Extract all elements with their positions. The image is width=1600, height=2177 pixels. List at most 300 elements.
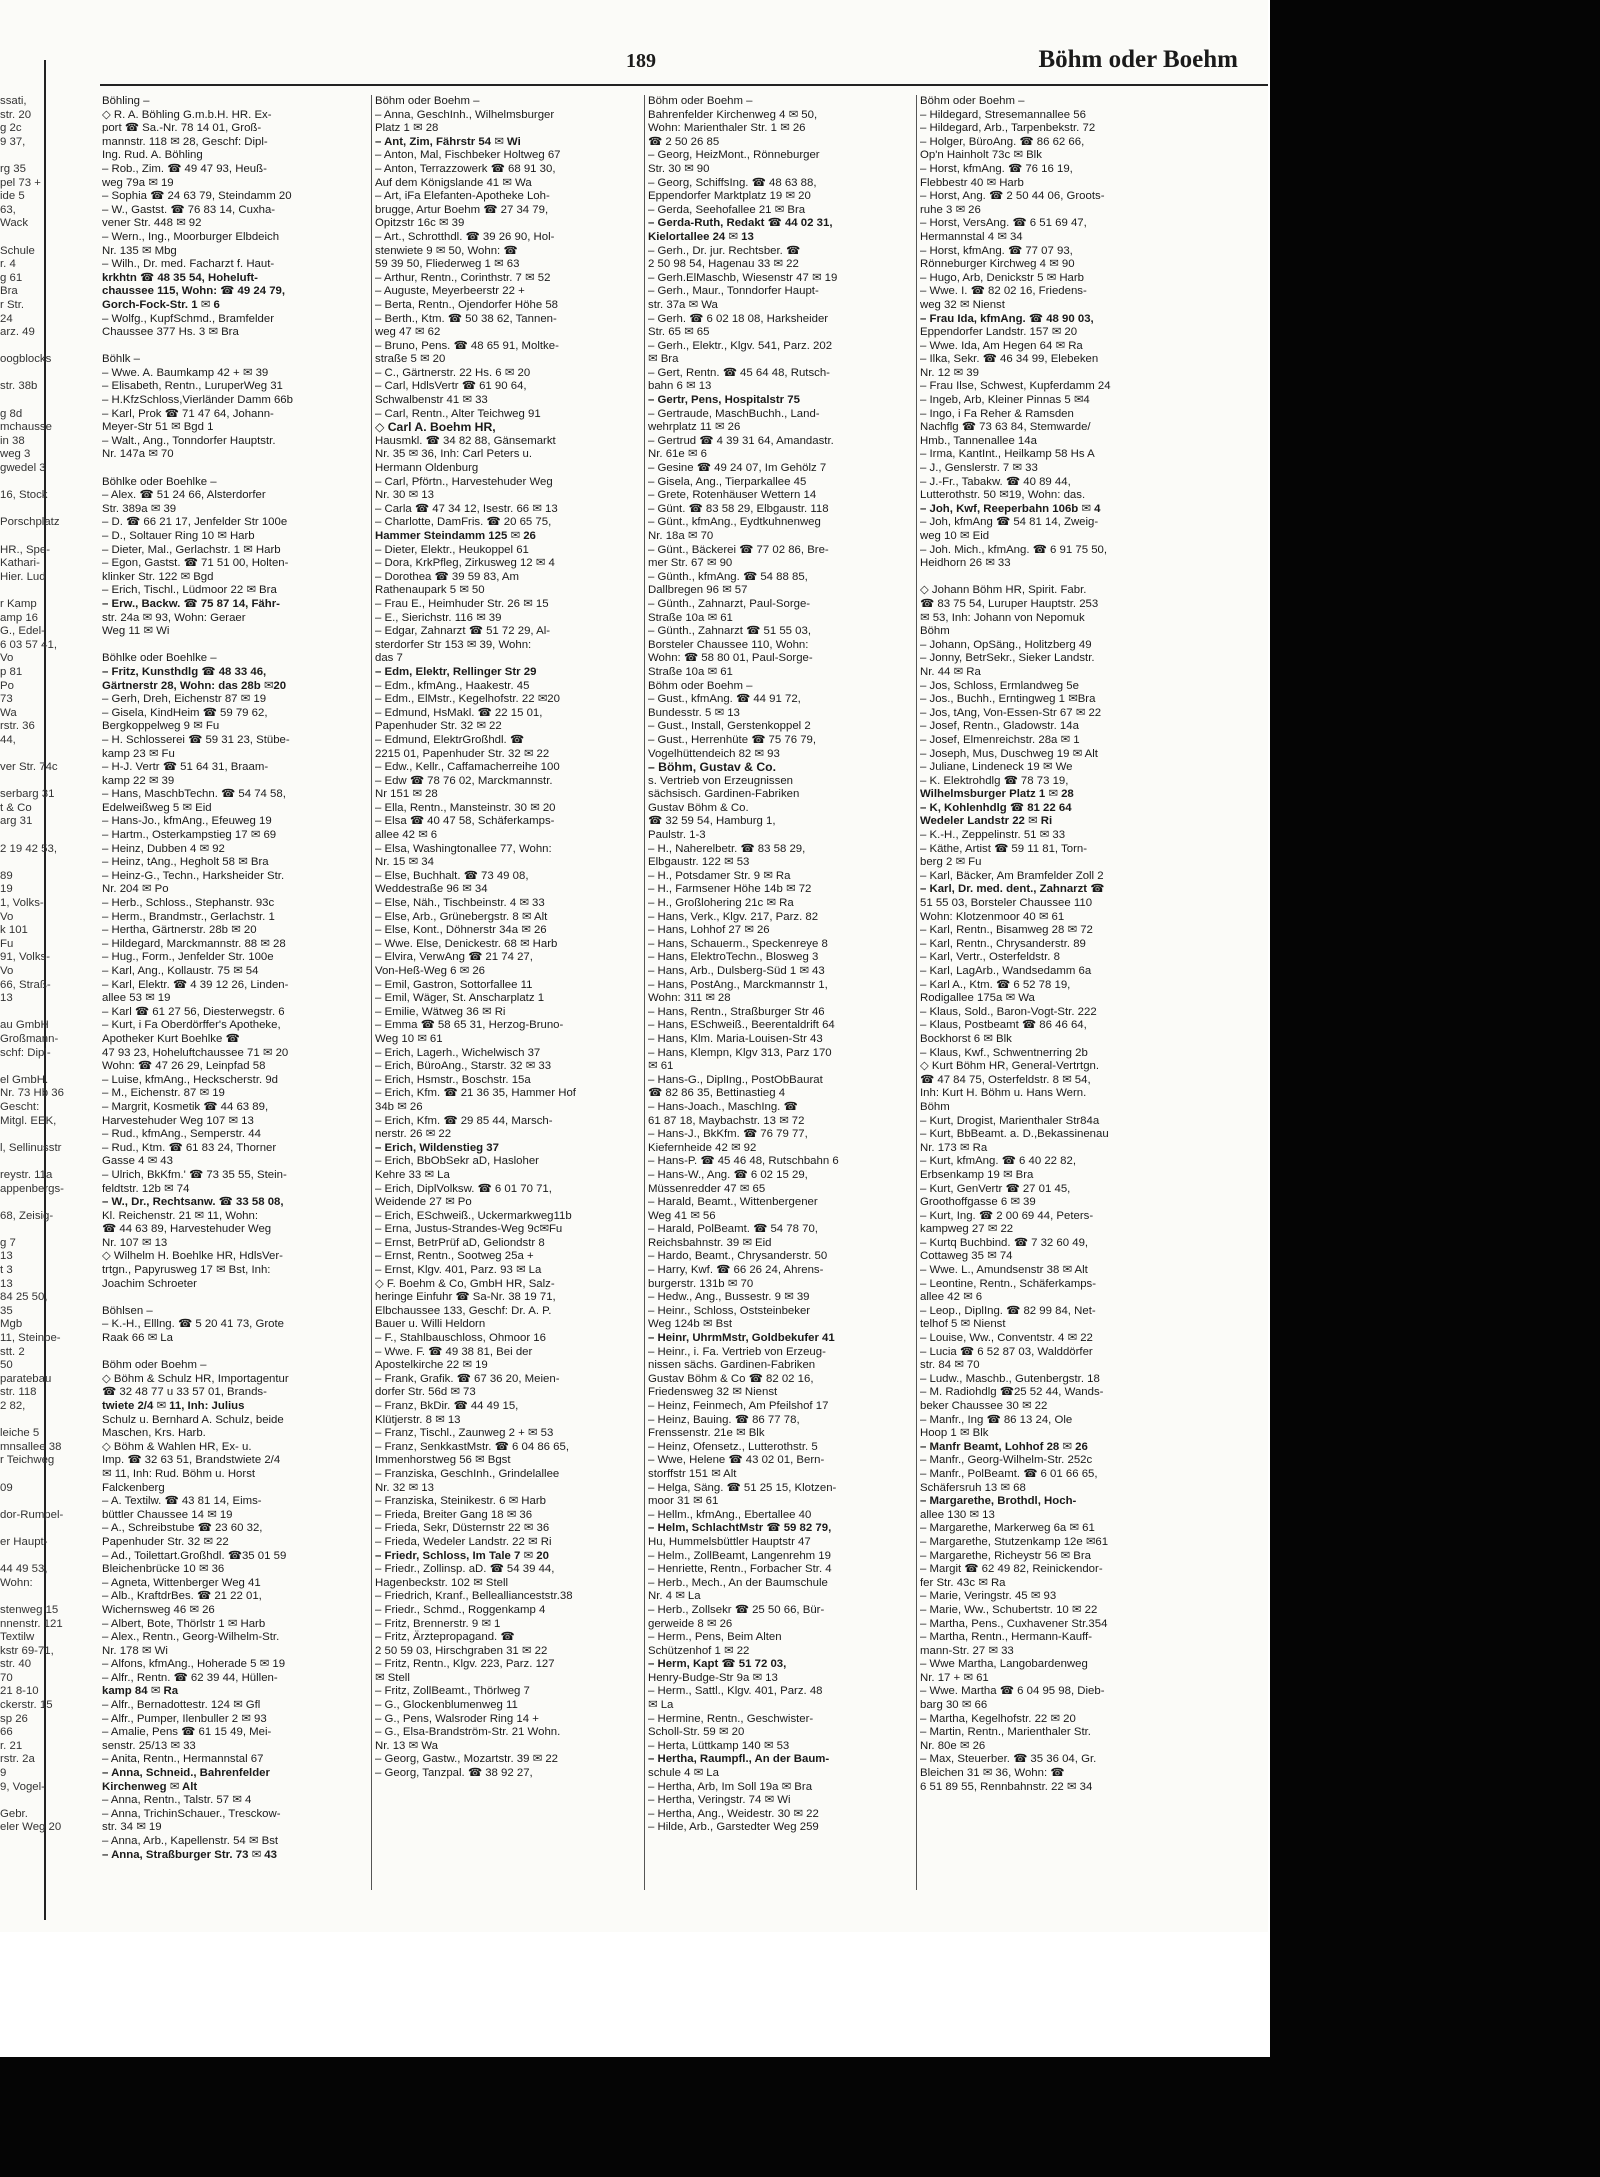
directory-entry-line: – Georg, SchiffsIng. ☎ 48 63 88, [648,176,817,189]
directory-entry-line: – Carla ☎ 47 34 12, Isestr. 66 ✉ 13 [375,502,558,515]
directory-entry-line: – Albert, Bote, Thörlstr 1 ✉ Harb [102,1617,266,1630]
directory-entry-line: Vogelhüttendeich 82 ✉ 93 [648,747,780,760]
directory-entry-line: dorfer Str. 56d ✉ 73 [375,1386,476,1399]
directory-entry-line: Böhlke oder Boehlke – [102,475,217,488]
directory-entry-line: Kl. Reichenstr. 21 ✉ 11, Wohn: [102,1209,259,1222]
directory-entry-line: – Karl, Rentn., Bisamweg 28 ✉ 72 [920,924,1093,937]
directory-entry-line: – Franz, Tischl., Zaunweg 2 + ✉ 53 [375,1427,554,1440]
margin-fragment-line: Wohn: [0,1576,33,1589]
directory-entry-line: – Manfr Beamt, Lohhof 28 ✉ 26 [920,1440,1088,1453]
margin-fragment-line: r Teichweg [0,1454,55,1467]
directory-entry-line: – Jos., Buchh., Erntingweg 1 ✉Bra [920,693,1096,706]
directory-entry-line: klinker Str. 122 ✉ Bgd [102,570,214,583]
directory-entry-line: Hammer Steindamm 125 ✉ 26 [375,530,536,542]
directory-entry-line: ◇ Carl A. Boehm HR, [375,420,496,435]
directory-entry-line: – Elsa, Washingtonallee 77, Wohn: [375,842,552,855]
directory-entry-line: barg 30 ✉ 66 [920,1699,988,1712]
margin-fragment-line: 91, Volks- [0,951,51,964]
column-2 [375,95,641,1781]
margin-fragment-line: 13 [0,1277,13,1290]
margin-fragment-line: Großmann- [0,1032,59,1045]
directory-entry-line: – Ulrich, BkKfm.' ☎ 73 35 55, Stein- [102,1168,287,1181]
directory-entry-line: – H., Potsdamer Str. 9 ✉ Ra [648,869,791,882]
directory-entry-line: – Hertha, Veringstr. 74 ✉ Wi [648,1794,791,1807]
directory-entry-line: – Hellm., kfmAng., Ebertallee 40 [648,1508,812,1521]
margin-fragment-line: 21 8-10 [0,1685,39,1698]
directory-entry-line: – Martha, Pens., Cuxhavener Str.354 [920,1617,1108,1630]
directory-entry-line: – Wilh., Dr. med. Facharzt f. Haut- [102,258,275,271]
directory-entry-line: – Erich, Wildenstieg 37 [375,1141,499,1154]
directory-entry-line: Hagenbeckstr. 102 ✉ Stell [375,1576,509,1589]
directory-entry-line: – Jos, tAng, Von-Essen-Str 67 ✉ 22 [920,706,1102,719]
margin-fragment-line: Po [0,679,14,692]
directory-entry-line: – Emilie, Wätweg 36 ✉ Ri [375,1005,506,1018]
directory-entry-line: Papenhuder Str. 32 ✉ 22 [375,720,502,733]
directory-entry-line: – C., Gärtnerstr. 22 Hs. 6 ✉ 20 [375,366,531,379]
directory-entry-line: – D. ☎ 66 21 17, Jenfelder Str 100e [102,516,288,529]
margin-fragment-line: nnenstr. 121 [0,1617,63,1630]
margin-fragment-line: schf: Dipl- [0,1046,51,1059]
directory-entry-line: Friedensweg 32 ✉ Nienst [648,1386,778,1399]
margin-fragment-line: 13 [0,992,13,1005]
directory-entry-line: Böhm [920,625,950,638]
directory-entry-line: – Horst, Ang. ☎ 2 50 44 06, Groots- [920,190,1105,203]
directory-entry-line: – Edgar, Zahnarzt ☎ 51 72 29, Al- [375,625,551,638]
directory-entry-line: ruhe 3 ✉ 26 [920,203,981,216]
directory-entry-line: – Johann, OpSäng., Holitzberg 49 [920,638,1092,651]
directory-entry-line: mann-Str. 27 ✉ 33 [920,1644,1014,1657]
margin-fragment-line: l, Sellinusstr [0,1141,62,1154]
directory-entry-line: ✉ 61 [648,1060,674,1073]
directory-entry-line: beker Chaussee 30 ✉ 22 [920,1400,1048,1412]
directory-entry-line: Immenhorstweg 56 ✉ Bgst [375,1454,511,1467]
directory-entry-line: – Wern., Ing., Moorburger Elbdeich [102,230,280,243]
margin-fragment-line [0,1155,42,1169]
directory-entry-line: fer Str. 43c ✉ Ra [920,1576,1006,1589]
directory-entry-line: – Frau Ida, kfmAng. ☎ 48 90 03, [920,312,1094,325]
directory-entry-line: wehrplatz 11 ✉ 26 [648,421,741,434]
directory-entry-line: – Franziska, GeschInh., Grindelallee [375,1467,560,1480]
directory-entry-line: Kirchenweg ✉ Alt [102,1780,198,1793]
directory-entry-line: sterdorfer Str 153 ✉ 39, Wohn: [375,638,532,651]
directory-entry-line: weg 47 ✉ 62 [375,326,441,339]
directory-entry-line: – Karl, Ang., Kollaustr. 75 ✉ 54 [102,965,259,977]
margin-fragment-line: Vo [0,965,14,977]
directory-entry-line: – Hans-G., DiplIng., PostObBaurat [648,1073,823,1086]
margin-fragment-line [0,829,42,843]
scan-border-bottom [0,2057,1600,2177]
directory-entry-line: – Dieter, Elektr., Heukoppel 61 [375,543,529,556]
margin-fragment-line: 19 [0,883,13,896]
directory-entry-line: – Carl, HdlsVertr ☎ 61 90 64, [375,380,527,393]
margin-fragment-line: 2 82, [0,1400,26,1412]
directory-entry-line: – Margarethe, Richeystr 56 ✉ Bra [920,1549,1091,1562]
directory-entry-line: Schulz u. Bernhard A. Schulz, beide [102,1413,284,1426]
directory-entry-line: Hu, Hummelsbüttler Hauptstr 47 [648,1535,811,1548]
directory-entry-line: Kiefernheide 42 ✉ 92 [648,1141,757,1154]
directory-entry-line: – Hans-J., BkKfm. ☎ 76 79 77, [648,1128,808,1141]
margin-fragment-line: k 101 [0,924,28,937]
directory-entry-line: – Edw ☎ 78 76 02, Marckmannstr. [375,774,553,787]
margin-fragment-line: 13 [0,1250,13,1263]
directory-entry-line: – Else, Buchhalt. ☎ 73 49 08, [375,869,529,882]
directory-entry-line: das 7 [375,652,403,665]
margin-fragment-line: ssati, [0,95,27,107]
directory-entry-line: – Hardo, Beamt., Chrysanderstr. 50 [648,1250,828,1263]
directory-entry-line: ◇ R. A. Böhling G.m.b.H. HR. Ex- [102,108,272,121]
directory-entry-line: – Gerda-Ruth, Redakt ☎ 44 02 31, [648,217,833,230]
directory-entry-line: Weg 11 ✉ Wi [102,625,170,638]
margin-fragment-line: Mitgl. EEK, [0,1114,57,1127]
margin-fragment-line [0,231,42,245]
directory-entry-line [102,639,368,653]
directory-entry-line: – Alex., Rentn., Georg-Wilhelm-Str. [102,1631,280,1644]
directory-entry-line: – Hans-Jo., kfmAng., Efeuweg 19 [102,815,272,828]
directory-entry-line: – Anna, GeschInh., Wilhelmsburger [375,108,555,121]
margin-fragment-line: str. 118 [0,1386,37,1399]
directory-entry-line: Joachim Schroeter [102,1277,197,1290]
directory-entry-line: – Wwe. Martha ☎ 6 04 95 98, Dieb- [920,1685,1105,1698]
margin-fragment-line [0,775,42,789]
directory-entry-line: – Lucia ☎ 6 52 87 03, Walddörfer [920,1345,1093,1358]
directory-entry-line: Wohn: Marienthaler Str. 1 ✉ 26 [648,122,806,135]
directory-entry-line: Weg 41 ✉ 56 [648,1209,716,1222]
directory-entry-line: sächsisch. Gardinen-Fabriken [648,788,800,801]
directory-entry-line: Klütjerstr. 8 ✉ 13 [375,1413,461,1426]
directory-entry-line: – Anita, Rentn., Hermannstal 67 [102,1753,264,1766]
directory-entry-line: Scholl-Str. 59 ✉ 20 [648,1726,745,1739]
directory-entry-line: port ☎ Sa.-Nr. 78 14 01, Groß- [102,122,262,135]
directory-entry-line: – Heinr., Schloss, Oststeinbeker [648,1304,811,1317]
margin-fragment-line: G., Edel- [0,625,45,638]
directory-entry-line: Heidhorn 26 ✉ 33 [920,557,1011,570]
directory-entry-line: – Karl, Vertr., Osterfeldstr. 8 [920,951,1060,964]
directory-entry-line: – Hans, Lohhof 27 ✉ 26 [648,924,770,937]
directory-entry-line: Kielortallee 24 ✉ 13 [648,230,754,243]
margin-fragment-line [0,1414,42,1428]
directory-entry-line [920,571,1186,585]
directory-entry-line: – Gerh., Dr. jur. Rechtsber. ☎ [648,244,801,257]
directory-entry-line: – D., Soltauer Ring 10 ✉ Harb [102,530,255,542]
margin-fragment-line: 44, [0,733,16,746]
directory-entry-line: – Hugo, Arb, Denickstr 5 ✉ Harb [920,271,1085,284]
directory-entry-line: Str. 65 ✉ 65 [648,326,710,339]
directory-entry-line: – Manfr., PolBeamt. ☎ 6 01 66 65, [920,1467,1098,1480]
directory-entry-line: – Fritz, Kunsthdlg ☎ 48 33 46, [102,665,267,678]
directory-entry-line: – Ingo, i Fa Reher & Ramsden [920,407,1074,420]
directory-entry-line: – Böhm, Gustav & Co. [648,760,776,775]
directory-entry-line: – J., Genslerstr. 7 ✉ 33 [920,462,1038,475]
margin-fragment-line [0,1522,42,1536]
directory-entry-line: – Franz, BkDir. ☎ 44 49 15, [375,1400,519,1412]
directory-entry-line: Gorch-Fock-Str. 1 ✉ 6 [102,298,220,311]
margin-fragment-line [0,340,42,354]
margin-fragment-line: serbarg 31 [0,788,55,801]
directory-entry-line: – Luise, kfmAng., Heckscherstr. 9d [102,1073,278,1086]
directory-entry-line: – Franziska, Steinikestr. 6 ✉ Harb [375,1495,546,1508]
directory-entry-line: – Gerh.ElMaschb, Wiesenstr 47 ✉ 19 [648,271,838,284]
directory-entry-line: – Hildegard, Arb., Tarpenbekstr. 72 [920,122,1096,135]
margin-fragment-line: r Kamp [0,597,37,610]
directory-entry-line: kamp 22 ✉ 39 [102,774,175,787]
directory-entry-line: – Anna, Arb., Kapellenstr. 54 ✉ Bst [102,1835,279,1847]
directory-entry-line: Wichernsweg 46 ✉ 26 [102,1603,215,1616]
margin-fragment-line: arz. 49 [0,326,35,339]
directory-entry-line: – Hedw., Ang., Bussestr. 9 ✉ 39 [648,1291,810,1304]
directory-entry-line: – Gertrud ☎ 4 39 31 64, Amandastr. [648,434,834,447]
directory-entry-line: – Hans, Arb., Dulsberg-Süd 1 ✉ 43 [648,965,825,977]
directory-entry-line: Böhlk – [102,353,140,366]
directory-entry-line: – Edmund, HsMakl. ☎ 22 15 01, [375,706,543,719]
directory-entry-line: Papenhuder Str. 32 ✉ 22 [102,1535,229,1548]
directory-entry-line: – Horst, kfmAng. ☎ 76 16 19, [920,162,1073,175]
directory-entry-line: – J.-Fr., Tabakw. ☎ 40 89 44, [920,475,1071,488]
directory-entry-line: ☎ 32 48 77 u 33 57 01, Brands- [102,1386,267,1399]
directory-entry-line: – Friedr, Schloss, Im Tale 7 ✉ 20 [375,1549,549,1562]
directory-entry-line: Rodigallee 175a ✉ Wa [920,992,1035,1005]
directory-entry-line: Wohn: Klotzenmoor 40 ✉ 61 [920,910,1065,923]
directory-entry-line: – Herm, Kapt ☎ 51 72 03, [648,1658,787,1671]
directory-entry-line: trtgn., Papyrusweg 17 ✉ Bst, Inh: [102,1264,271,1277]
margin-fragment-line: reystr. 11a [0,1168,53,1181]
directory-entry-line: – Heinz, Ofensetz., Lutterothstr. 5 [648,1440,818,1453]
margin-fragment-line [0,1794,42,1808]
margin-fragment-line: 35 [0,1304,13,1317]
directory-entry-line [102,462,368,476]
directory-entry-line: – Erna, Justus-Strandes-Weg 9c✉Fu [375,1223,563,1236]
directory-entry-line: Weidende 27 ✉ Po [375,1196,472,1209]
directory-entry-line: Nr. 204 ✉ Po [102,883,169,896]
directory-entry-line: – Wwe. F. ☎ 49 38 81, Bei der [375,1345,533,1358]
directory-entry-line: – Auguste, Meyerbeerstr 22 + [375,285,525,298]
directory-entry-line: ✉ Stell [375,1671,410,1684]
running-head: Böhm oder Boehm [1038,46,1238,73]
margin-fragment-line: 09 [0,1481,13,1494]
margin-fragment-line [0,530,42,544]
directory-entry-line: – Kurt, GenVertr ☎ 27 01 45, [920,1182,1071,1195]
margin-fragment-line: in 38 [0,434,25,447]
directory-entry-line: twiete 2/4 ✉ 11, Inh: Julius [102,1400,245,1412]
directory-entry-line: – Else, Kont., Döhnerstr 34a ✉ 26 [375,924,547,937]
directory-entry-line [102,1346,368,1360]
margin-fragment-line: rstr. 36 [0,720,35,733]
margin-fragment-line: 16, Stock [0,489,48,502]
directory-entry-line: – Helm, SchlachtMstr ☎ 59 82 79, [648,1522,832,1535]
margin-fragment-line: p 81 [0,665,23,678]
directory-entry-line: Wedeler Landstr 22 ✉ Ri [920,815,1053,828]
directory-entry-line: allee 130 ✉ 13 [920,1508,995,1521]
directory-entry-line: – H.KfzSchloss,Vierländer Damm 66b [102,394,293,407]
directory-entry-line: – Karl, Dr. med. dent., Zahnarzt ☎ [920,883,1105,896]
directory-entry-line: senstr. 25/13 ✉ 33 [102,1739,196,1752]
directory-entry-line: – Edm, Elektr, Rellinger Str 29 [375,665,537,678]
directory-entry-line: Böhling – [102,95,150,107]
directory-entry-line: – Elsa ☎ 40 47 58, Schäferkamps- [375,815,555,828]
directory-entry-line: – G., Glockenblumenweg 11 [375,1699,518,1712]
directory-entry-line: ☎ 47 84 75, Osterfeldstr. 8 ✉ 54, [920,1073,1091,1086]
directory-entry-line: – Karl ☎ 61 27 56, Diesterwegstr. 6 [102,1005,285,1018]
margin-fragment-line [0,149,42,163]
directory-entry-line: Gasse 4 ✉ 43 [102,1155,173,1168]
directory-entry-line: – A., Schreibstube ☎ 23 60 32, [102,1522,263,1535]
directory-entry-line: – Hans-Joach., MaschIng. ☎ [648,1100,798,1113]
directory-entry-line: – Jos, Schloss, Ermlandweg 5e [920,679,1079,692]
directory-entry-line: weg 10 ✉ Eid [920,530,990,542]
directory-entry-line: str. 84 ✉ 70 [920,1359,980,1372]
directory-entry-line: – Ella, Rentn., Mansteinstr. 30 ✉ 20 [375,801,556,814]
directory-entry-line: – Louise, Ww., Conventstr. 4 ✉ 22 [920,1332,1093,1345]
directory-entry-line: str. 37a ✉ Wa [648,298,718,311]
directory-entry-line: chaussee 115, Wohn: ☎ 49 24 79, [102,285,286,298]
directory-entry-line: Wohn: ☎ 58 80 01, Paul-Sorge- [648,652,813,665]
margin-fragment-line: 44 49 53, [0,1563,48,1576]
directory-entry-line: – Erich, DiplVolksw. ☎ 6 01 70 71, [375,1182,552,1195]
directory-entry-line: – Marie, Ww., Schubertstr. 10 ✉ 22 [920,1603,1098,1616]
directory-entry-line: ☎ 82 86 35, Bettinastieg 4 [648,1087,786,1100]
directory-entry-line: Edelweißweg 5 ✉ Eid [102,801,212,814]
directory-entry-line: – Hertha, Arb, Im Soll 19a ✉ Bra [648,1780,813,1793]
directory-entry-line: burgerstr. 131b ✉ 70 [648,1277,754,1290]
directory-entry-line: – Wwe. Else, Denickestr. 68 ✉ Harb [375,937,558,950]
directory-entry-line: – Walt., Ang., Tonndorfer Hauptstr. [102,434,276,447]
margin-fragment-line: el GmbH. [0,1073,49,1086]
directory-entry-line: – Martha, Kegelhofstr. 22 ✉ 20 [920,1712,1076,1725]
directory-entry-line: – Jonny, BetrSekr., Sieker Landstr. [920,652,1095,665]
directory-entry-line: – Günth., Zahnarzt, Paul-Sorge- [648,597,811,610]
margin-fragment-line: 68, Zeisig- [0,1209,54,1222]
directory-entry-line: – Leontine, Rentn., Schäferkamps- [920,1277,1097,1290]
directory-entry-line: – Arthur, Rentn., Corinthstr. 7 ✉ 52 [375,271,551,284]
directory-entry-line: – Kurt, i Fa Oberdörffer's Apotheke, [102,1019,281,1032]
directory-entry-line: Nr. 44 ✉ Ra [920,665,981,678]
directory-entry-line: – Else, Arb., Grünebergstr. 8 ✉ Alt [375,910,548,923]
margin-fragment-line [0,1468,42,1482]
margin-fragment-line: Vo [0,910,14,923]
margin-fragment-line: Gebr. [0,1807,28,1820]
directory-entry-line: – Joh, kfmAng ☎ 54 81 14, Zweig- [920,516,1099,529]
directory-entry-line: – Günt. ☎ 83 58 29, Elbgaustr. 118 [648,502,829,515]
directory-entry-line: – Klaus, Sold., Baron-Vogt-Str. 222 [920,1005,1097,1018]
directory-entry-line: – Georg, Tanzpal. ☎ 38 92 27, [375,1767,533,1780]
directory-entry-line: Hmb., Tannenallee 14a [920,434,1037,447]
directory-entry-line: – K, Kohlenhdlg ☎ 81 22 64 [920,801,1072,814]
directory-entry-line: – Margit ☎ 62 49 82, Reinickendor- [920,1563,1103,1576]
margin-fragment-line: t & Co [0,801,32,814]
margin-fragment-line: r. 21 [0,1739,23,1752]
directory-entry-line: – Berta, Rentn., Ojendorfer Höhe 58 [375,298,558,311]
directory-entry-line: Imp. ☎ 32 63 51, Brandstwiete 2/4 [102,1454,281,1467]
directory-entry-line: – Anna, Rentn., Talstr. 57 ✉ 4 [102,1794,252,1807]
directory-entry-line: – Hartm., Osterkampstieg 17 ✉ 69 [102,829,277,842]
directory-entry-line: Von-Heß-Weg 6 ✉ 26 [375,965,486,977]
directory-entry-line: – Hans, Verk., Klgv. 217, Parz. 82 [648,910,819,923]
directory-entry-line: ◇ Kurt Böhm HR, General-Vertrtgn. [920,1060,1100,1073]
directory-entry-line [102,1291,368,1305]
directory-entry-line: – Wolfg., KupfSchmd., Bramfelder [102,312,274,325]
directory-entry-line: – Gerh. ☎ 6 02 18 08, Harksheider [648,312,829,325]
directory-entry-line: – H., Großlohering 21c ✉ Ra [648,897,794,910]
directory-entry-line: nissen sächs. Gardinen-Fabriken [648,1359,816,1372]
directory-entry-line: Straße 10a ✉ 61 [648,611,733,624]
directory-entry-line: – Herta, Lüttkamp 140 ✉ 53 [648,1739,790,1752]
directory-entry-line: Reichsbahnstr. 39 ✉ Eid [648,1236,772,1249]
directory-entry-line: – Ernst, BetrPrüf aD, Geliondstr 8 [375,1236,545,1249]
margin-fragment-line: Wack [0,217,29,230]
margin-fragment-line: str. 20 [0,108,32,121]
column-4 [920,95,1186,1794]
margin-fragment-line: oogblocks [0,353,52,366]
directory-entry-line: – Fritz, Brennerstr. 9 ✉ 1 [375,1617,501,1630]
margin-fragment-line: Mgb [0,1318,23,1331]
directory-entry-line: – Alex. ☎ 51 24 66, Alsterdorfer [102,489,266,502]
margin-fragment-line: 50 [0,1359,13,1372]
directory-entry-line: Rathenaupark 5 ✉ 50 [375,584,485,597]
directory-entry-line: – Emma ☎ 58 65 31, Herzog-Bruno- [375,1019,564,1032]
directory-entry-line: Nr. 30 ✉ 13 [375,489,434,502]
margin-fragment-line: stenweg 15 [0,1603,59,1616]
directory-entry-line: – Elvira, VerwAng ☎ 21 74 27, [375,951,533,964]
directory-entry-line: Straße 10a ✉ 61 [648,665,733,678]
column-3 [648,95,914,1835]
directory-entry-line: – Grete, Rotenhäuser Wettern 14 [648,489,817,502]
directory-entry-line: – Edmund, ElektrGroßhdl. ☎ [375,733,525,746]
directory-entry-line: – Hermine, Rentn., Geschwister- [648,1712,814,1725]
directory-entry-line: s. Vertrieb von Erzeugnissen [648,774,793,787]
directory-entry-line: – Irma, KantInt., Heilkamp 58 Hs A [920,448,1095,461]
directory-entry-line: Weg 124b ✉ Bst [648,1318,733,1331]
directory-entry-line: Nachflg ☎ 73 63 84, Stemwarde/ [920,421,1091,434]
directory-entry-line: – Hans, Rentn., Straßburger Str 46 [648,1005,825,1018]
directory-entry-line: – Manfr., Georg-Wilhelm-Str. 252c [920,1454,1093,1467]
margin-fragment-line [0,1060,42,1074]
directory-entry-line: – Hans, ESchweiß., Beerentaldrift 64 [648,1019,835,1032]
directory-entry-line: – Kurtq Buchbind. ☎ 7 32 60 49, [920,1236,1089,1249]
directory-entry-line: – Martin, Rentn., Marienthaler Str. [920,1726,1091,1739]
directory-entry-line: – Heinz-G., Techn., Harksheider Str. [102,869,285,882]
margin-fragment-line [0,1223,42,1237]
directory-entry-line: Opitzstr 16c ✉ 39 [375,217,465,230]
directory-entry-line: Dallbregen 96 ✉ 57 [648,584,748,597]
directory-entry-line: – Wwe. I. ☎ 82 02 16, Friedens- [920,285,1087,298]
directory-entry-line: – Erich, Hsmstr., Boschstr. 15a [375,1073,531,1086]
directory-entry-line: ☎ 44 63 89, Harvestehuder Weg [102,1223,272,1236]
directory-entry-line: Cottaweg 35 ✉ 74 [920,1250,1013,1263]
margin-fragment-line: Schule [0,244,35,257]
directory-entry-line: – Hans-P. ☎ 45 46 48, Rutschbahn 6 [648,1155,839,1168]
directory-entry-line: – Kurt, kfmAng. ☎ 6 40 22 82, [920,1155,1077,1168]
directory-entry-line: Bleichen 31 ✉ 36, Wohn: ☎ [920,1767,1065,1780]
directory-entry-line: – Juliane, Lindeneck 19 ✉ We [920,761,1073,774]
directory-entry-line: – Klaus, Postbeamt ☎ 86 46 64, [920,1019,1087,1032]
directory-entry-line: ✉ 11, Inh: Rud. Böhm u. Horst [102,1467,256,1480]
directory-entry-line: – Günth., kfmAng. ☎ 54 88 85, [648,570,808,583]
directory-entry-line: Nr. 173 ✉ Ra [920,1141,988,1154]
directory-entry-line: Nr 151 ✉ 28 [375,788,438,801]
directory-entry-line: Böhm oder Boehm – [648,679,753,692]
directory-entry-line: – Gust., Install, Gerstenkoppel 2 [648,720,811,733]
page-number: 189 [626,50,656,72]
margin-fragment-line: gwedel 3 [0,462,46,475]
directory-entry-line: – Hilde, Arb., Garstedter Weg 259 [648,1821,819,1834]
margin-fragment-line: leiche 5 [0,1427,40,1440]
directory-entry-line: schule 4 ✉ La [648,1767,719,1780]
margin-fragment-line [0,748,42,762]
directory-entry-line: – Edm., kfmAng., Haakestr. 45 [375,679,530,692]
margin-fragment-line: er Haupt- [0,1535,48,1548]
directory-entry-line: Bundesstr. 5 ✉ 13 [648,706,740,719]
directory-entry-line: stenwiete 9 ✉ 50, Wohn: ☎ [375,244,518,257]
directory-entry-line: ✉ Bra [648,353,679,366]
